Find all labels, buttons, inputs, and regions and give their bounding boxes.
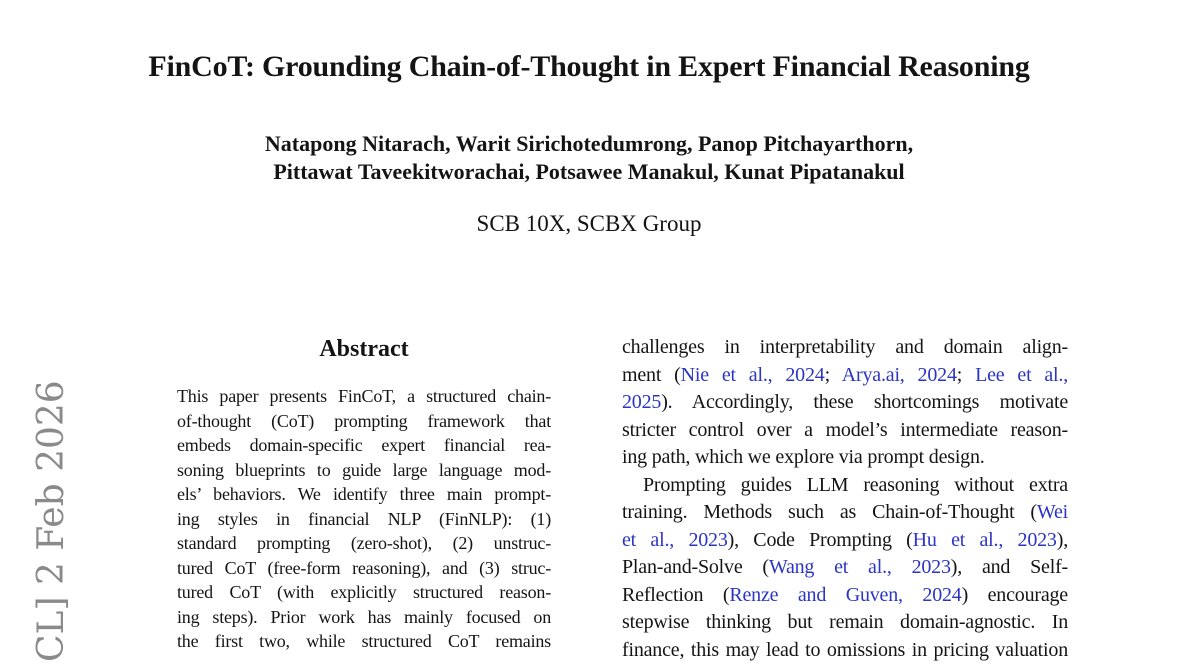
text-run: ), Code Prompting ( bbox=[728, 529, 913, 551]
text-run: This paper presents FinCoT, a structured chain- bbox=[177, 386, 551, 406]
citation-link[interactable]: Renze and Guven, 2024 bbox=[729, 584, 961, 606]
body-line bbox=[622, 444, 1068, 472]
body-line bbox=[622, 499, 1068, 527]
text-run: tured CoT (free-form reasoning), and (3) struc- bbox=[177, 558, 551, 578]
text-run: ing steps). Prior work has mainly focused on bbox=[177, 607, 551, 627]
text-run: stepwise thinking but remain domain-agnostic. In bbox=[622, 611, 1068, 633]
text-run: ), and Self- bbox=[951, 556, 1068, 578]
paper-title: FinCoT: Grounding Chain-of-Thought in Expert Financial Reasoning bbox=[0, 50, 1178, 84]
intro-column bbox=[622, 334, 1068, 664]
text-run: tured CoT (with explicitly structured reason- bbox=[177, 582, 551, 602]
body-line bbox=[177, 605, 551, 630]
text-run: finance, this may lead to omissions in pricing valuation bbox=[622, 639, 1068, 661]
text-run: standard prompting (zero-shot), (2) unstruc- bbox=[177, 533, 551, 553]
abstract-heading: Abstract bbox=[177, 336, 551, 363]
text-run: soning blueprints to guide large language mod- bbox=[177, 460, 551, 480]
citation-link[interactable]: et al., 2023 bbox=[622, 529, 728, 551]
text-run: els’ behaviors. We identify three main prompt- bbox=[177, 484, 551, 504]
body-line bbox=[177, 458, 551, 483]
body-line bbox=[177, 629, 551, 654]
citation-link[interactable]: Hu et al., 2023 bbox=[913, 529, 1057, 551]
author-line-1: Natapong Nitarach, Warit Sirichotedumrong, Panop Pitchayarthorn, bbox=[0, 130, 1178, 158]
abstract-body bbox=[177, 384, 551, 654]
text-run: Reflection ( bbox=[622, 584, 729, 606]
text-run: stricter control over a model’s intermediate reason- bbox=[622, 419, 1068, 441]
body-line bbox=[622, 417, 1068, 445]
text-run: ing styles in financial NLP (FinNLP): (1) bbox=[177, 509, 551, 529]
body-line-partial bbox=[622, 637, 1068, 664]
text-run: Prompting guides LLM reasoning without extra bbox=[643, 474, 1068, 496]
body-line bbox=[622, 527, 1068, 555]
text-run: ), bbox=[1057, 529, 1068, 551]
body-line bbox=[622, 582, 1068, 610]
text-run: ). Accordingly, these shortcomings motivate bbox=[661, 391, 1068, 413]
body-line bbox=[622, 389, 1068, 417]
citation-link[interactable]: Lee et al., bbox=[975, 364, 1068, 386]
author-line-2: Pittawat Taveekitworachai, Potsawee Manakul, Kunat Pipatanakul bbox=[0, 158, 1178, 186]
text-run: embeds domain-specific expert financial rea- bbox=[177, 435, 551, 455]
body-line bbox=[177, 384, 551, 409]
text-run: ; bbox=[825, 364, 842, 386]
arxiv-watermark: CL] 2 Feb 2026 bbox=[34, 380, 70, 662]
body-line bbox=[177, 433, 551, 458]
body-line bbox=[622, 334, 1068, 362]
text-run: ; bbox=[957, 364, 975, 386]
text-run: ment ( bbox=[622, 364, 681, 386]
body-line bbox=[622, 609, 1068, 637]
body-line bbox=[177, 531, 551, 556]
body-line bbox=[177, 409, 551, 434]
body-line bbox=[177, 507, 551, 532]
body-line bbox=[177, 556, 551, 581]
text-run: the first two, while structured CoT remains bbox=[177, 631, 551, 651]
authors-block bbox=[0, 130, 1178, 186]
citation-link[interactable]: Nie et al., 2024 bbox=[681, 364, 825, 386]
body-line bbox=[622, 472, 1068, 500]
body-line bbox=[177, 482, 551, 507]
text-run: ing path, which we explore via prompt design. bbox=[622, 446, 985, 468]
text-run: challenges in interpretability and domain align- bbox=[622, 336, 1068, 358]
citation-link[interactable]: 2025 bbox=[622, 391, 661, 413]
body-line bbox=[177, 580, 551, 605]
text-run: training. Methods such as Chain-of-Thought ( bbox=[622, 501, 1037, 523]
citation-link[interactable]: Wang et al., 2023 bbox=[769, 556, 951, 578]
text-run: of-thought (CoT) prompting framework that bbox=[177, 411, 551, 431]
affiliation: SCB 10X, SCBX Group bbox=[0, 211, 1178, 237]
text-run: ) encourage bbox=[962, 584, 1068, 606]
body-line bbox=[622, 362, 1068, 390]
citation-link[interactable]: Wei bbox=[1037, 501, 1068, 523]
body-line bbox=[622, 554, 1068, 582]
text-run: Plan-and-Solve ( bbox=[622, 556, 769, 578]
citation-link[interactable]: Arya.ai, 2024 bbox=[842, 364, 957, 386]
